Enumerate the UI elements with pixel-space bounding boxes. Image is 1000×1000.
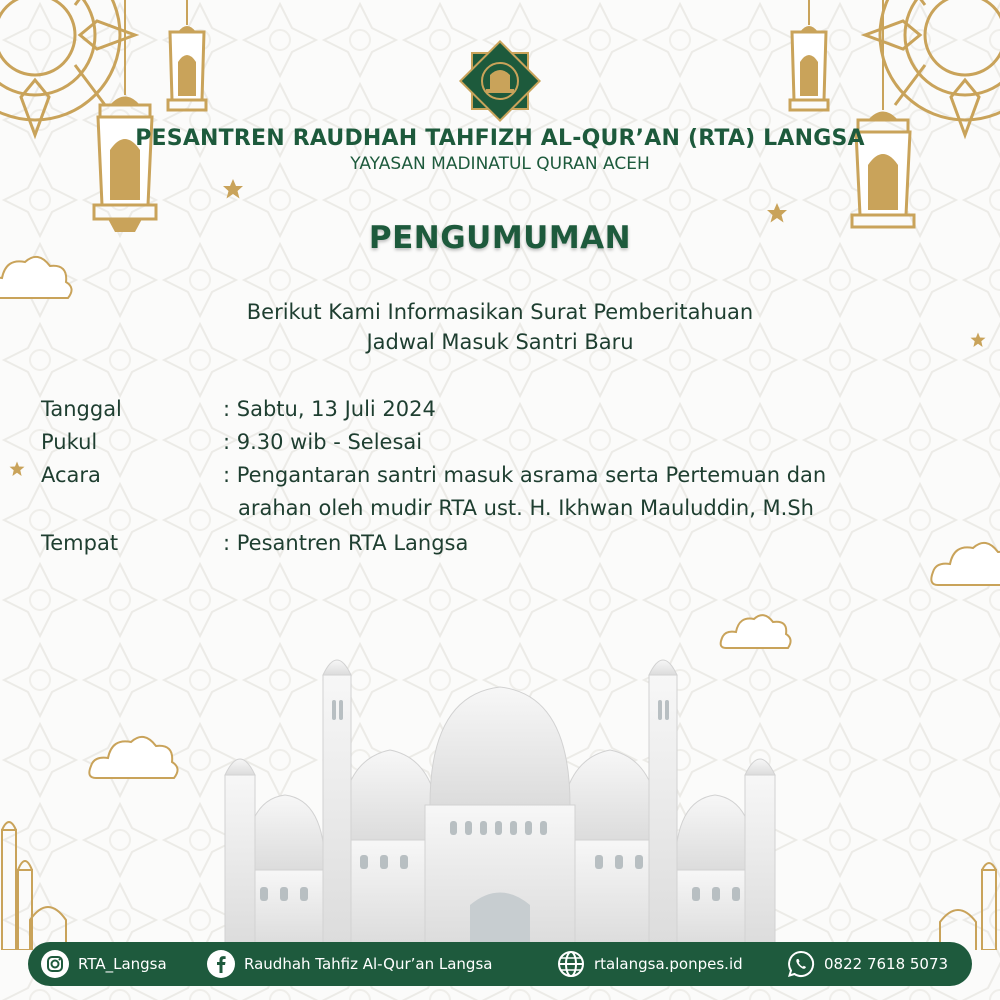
footer-bar bbox=[28, 942, 972, 986]
detail-label: Pukul bbox=[41, 430, 98, 454]
org-name: PESANTREN RAUDHAH TAHFIZH AL-QUR’AN (RTA) LANGSA bbox=[135, 126, 865, 151]
detail-label: Tempat bbox=[41, 531, 119, 555]
phone-number: 0822 7618 5073 bbox=[824, 955, 949, 973]
pesantren-logo bbox=[458, 39, 542, 123]
star-icon bbox=[222, 178, 244, 200]
facebook-page: Raudhah Tahfiz Al-Qur’an Langsa bbox=[244, 955, 493, 973]
org-subtitle: YAYASAN MADINATUL QURAN ACEH bbox=[350, 154, 650, 174]
intro-line-1: Berikut Kami Informasikan Surat Pemberitahuan bbox=[246, 300, 754, 324]
globe-icon bbox=[556, 949, 586, 979]
footer-whatsapp[interactable] bbox=[786, 942, 948, 986]
lantern-right-small bbox=[782, 0, 836, 120]
lantern-right-large bbox=[838, 0, 928, 240]
detail-value-continued: arahan oleh mudir RTA ust. H. Ikhwan Mauluddin, M.Sh bbox=[238, 496, 814, 520]
instagram-icon bbox=[40, 949, 70, 979]
lantern-left-large bbox=[80, 0, 170, 240]
lantern-left-small bbox=[160, 0, 214, 120]
mosque-silhouette-left bbox=[0, 810, 70, 950]
cloud-decoration bbox=[928, 530, 1000, 592]
detail-label: Tanggal bbox=[41, 397, 122, 421]
mosque-silhouette-right bbox=[936, 860, 1000, 950]
detail-value: : 9.30 wib - Selesai bbox=[223, 430, 423, 454]
intro-line-2: Jadwal Masuk Santri Baru bbox=[366, 330, 634, 354]
footer-website[interactable] bbox=[556, 942, 743, 986]
mosque-illustration bbox=[215, 625, 785, 945]
facebook-icon bbox=[206, 949, 236, 979]
detail-value: : Pesantren RTA Langsa bbox=[223, 531, 469, 555]
detail-value: : Pengantaran santri masuk asrama serta Pertemuan dan bbox=[223, 463, 827, 487]
instagram-handle: RTA_Langsa bbox=[78, 955, 167, 973]
page-title: PENGUMUMAN bbox=[368, 220, 632, 256]
detail-label: Acara bbox=[41, 463, 101, 487]
footer-instagram[interactable] bbox=[40, 942, 167, 986]
star-icon bbox=[9, 461, 25, 477]
website-url: rtalangsa.ponpes.id bbox=[594, 955, 743, 973]
whatsapp-icon bbox=[786, 949, 816, 979]
cloud-decoration bbox=[86, 726, 182, 786]
detail-value: : Sabtu, 13 Juli 2024 bbox=[223, 397, 436, 421]
footer-facebook[interactable] bbox=[206, 942, 492, 986]
cloud-decoration bbox=[0, 248, 80, 308]
